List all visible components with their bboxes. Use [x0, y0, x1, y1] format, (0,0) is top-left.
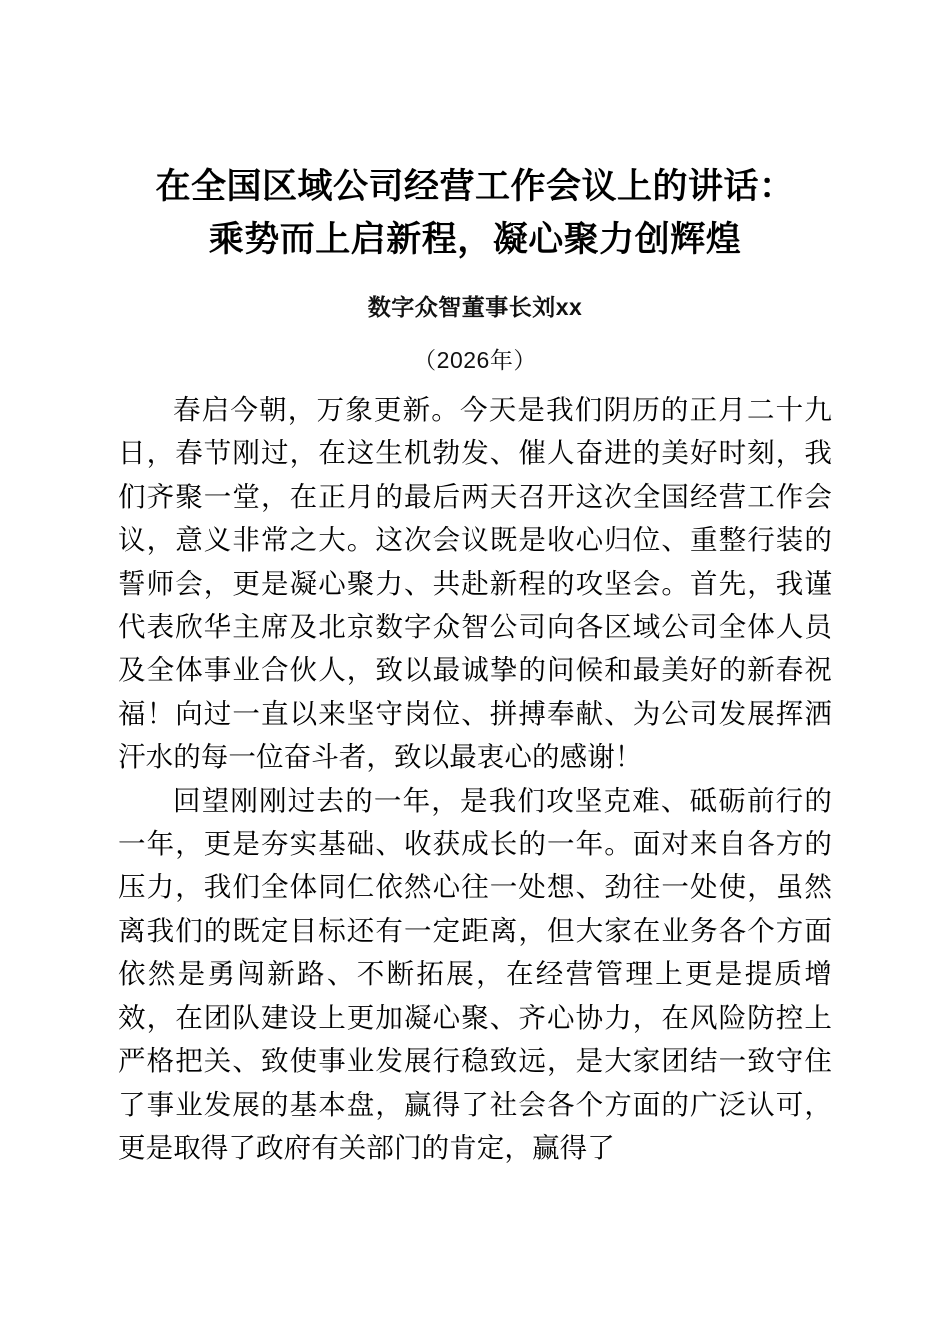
document-title-line-1: 在全国区域公司经营工作会议上的讲话： — [155, 167, 795, 206]
document-title-line-2: 乘势而上启新程，凝心聚力创辉煌 — [208, 220, 742, 259]
document-body — [118, 388, 832, 1169]
document-byline: 数字众智董事长刘xx — [367, 294, 583, 320]
document-date: （2026年） — [413, 347, 537, 373]
document-title — [118, 160, 832, 266]
body-paragraph: 春启今朝，万象更新。今天是我们阴历的正月二十九日，春节刚过，在这生机勃发、催人奋进的美好时刻，我们齐聚一堂，在正月的最后两天召开这次全国经营工作会议，意义非常之大。这次会议既是收心归位、重整行装的誓师会，更是凝心聚力、共赴新程的攻坚会。首先，我谨代表欣华主席及北京数字众智公司向各区域公司全体人员及全体事业合伙人，致以最诚挚的问候和最美好的新春祝福！向过一直以来坚守岗位、拼搏奉献、为公司发展挥洒汗水的每一位奋斗者，致以最衷心的感谢！ — [118, 394, 832, 773]
body-paragraph: 回望刚刚过去的一年，是我们攻坚克难、砥砺前行的一年，更是夯实基础、收获成长的一年。面对来自各方的压力，我们全体同仁依然心往一处想、劲往一处使，虽然离我们的既定目标还有一定距离，但大家在业务各个方面依然是勇闯新路、不断拓展，在经营管理上更是提质增效，在团队建设上更加凝心聚、齐心协力，在风险防控上严格把关、致使事业发展行稳致远，是大家团结一致守住了事业发展的基本盘，赢得了社会各个方面的广泛认可，更是取得了政府有关部门的肯定，赢得了 — [118, 784, 832, 1163]
